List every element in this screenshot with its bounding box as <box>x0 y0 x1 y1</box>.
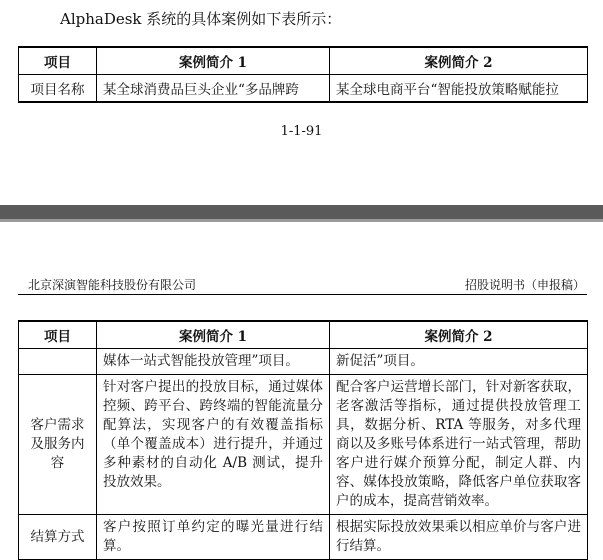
table-row <box>19 75 588 103</box>
page-number: 1-1-91 <box>280 124 323 139</box>
header-case-1: 案例简介 1 <box>97 321 330 349</box>
table-row <box>19 349 588 375</box>
case-table-bottom <box>18 320 588 560</box>
cell-case-2: 配合客户运营增长部门，针对新客获取，老客激活等指标，通过提供投放管理工具，数据分析、RTA 等服务，对多代理商以及多账号体系进行一站式管理，帮助客户进行媒介预算分配，制定人群、内容、媒体投放策略，降低客户单位获取客户的成本，提高营销效率。 <box>330 375 588 515</box>
cell-case-1: 客户按照订单约定的曝光量进行结算。 <box>97 515 330 560</box>
header-item: 项目 <box>19 321 97 349</box>
header-case-1: 案例简介 1 <box>97 47 330 75</box>
table-header-row <box>19 47 588 75</box>
row-label: 结算方式 <box>19 515 97 560</box>
header-case-2: 案例简介 2 <box>330 321 588 349</box>
header-rule <box>18 294 587 295</box>
header-item: 项目 <box>19 47 97 75</box>
header-case-2: 案例简介 2 <box>330 47 588 75</box>
company-header: 北京深演智能科技股份有限公司 <box>28 278 197 292</box>
table-row <box>19 375 588 515</box>
page-separator-shadow <box>0 219 603 222</box>
page-separator <box>0 205 603 219</box>
row-label: 客户需求及服务内容 <box>19 375 97 515</box>
table-row <box>19 515 588 560</box>
cell-case-2: 根据实际投放效果乘以相应单价与客户进行结算。 <box>330 515 588 560</box>
cell-case-2: 某全球电商平台“智能投放策略赋能拉 <box>330 75 588 103</box>
case-table-top <box>18 46 588 103</box>
cell-case-1: 针对客户提出的投放目标，通过媒体控频、跨平台、跨终端的智能流量分配算法，实现客户的有效覆盖指标（单个覆盖成本）进行提升，并通过多种素材的自动化 A/B 测试，提升投放效果。 <box>97 375 330 515</box>
row-label <box>19 349 97 375</box>
cell-case-1: 媒体一站式智能投放管理”项目。 <box>97 349 330 375</box>
row-label: 项目名称 <box>19 75 97 103</box>
cell-case-2: 新促活”项目。 <box>330 349 588 375</box>
document-header: 招股说明书（申报稿） <box>464 278 585 292</box>
cell-case-1: 某全球消费品巨头企业“多品牌跨 <box>97 75 330 103</box>
intro-text: AlphaDesk 系统的具体案例如下表所示： <box>60 10 342 28</box>
table-header-row <box>19 321 588 349</box>
